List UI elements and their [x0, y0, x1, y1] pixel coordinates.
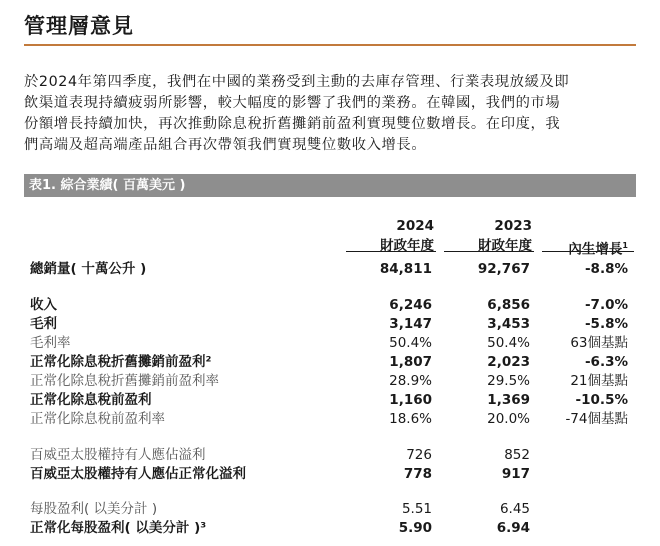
- row-value-2024: 5.51: [401, 501, 432, 517]
- table-row: [30, 391, 632, 410]
- row-label: 正常化除息稅折舊攤銷前盈利²: [30, 354, 212, 370]
- col-growth-label: 內生增長: [568, 241, 623, 258]
- row-value-2024: 50.4%: [389, 335, 432, 351]
- row-value-2024: 5.90: [398, 520, 432, 536]
- col-growth-sup: 1: [622, 241, 628, 250]
- table-row: [30, 372, 632, 391]
- col-2023-header: [460, 216, 532, 256]
- table-row: [30, 296, 632, 315]
- row-value-growth: -7.0%: [584, 297, 628, 313]
- col-2023-label: 財政年度: [478, 238, 532, 254]
- col-2024-header: [360, 216, 434, 256]
- row-value-2023: 6,856: [487, 297, 530, 313]
- row-value-2024: 18.6%: [389, 411, 432, 427]
- row-value-growth: 21個基點: [570, 373, 628, 389]
- row-value-2023: 20.0%: [487, 411, 530, 427]
- row-label: 正常化每股盈利( 以美分計 )³: [30, 520, 207, 536]
- row-label: 毛利: [30, 316, 57, 332]
- row-label: 百威亞太股權持有人應佔正常化溢利: [30, 466, 246, 482]
- row-value-2024: 84,811: [379, 261, 432, 277]
- row-value-2023: 852: [504, 447, 530, 463]
- row-value-growth: 63個基點: [570, 335, 628, 351]
- table-row: [30, 410, 632, 429]
- row-value-2023: 50.4%: [487, 335, 530, 351]
- row-value-2023: 2,023: [487, 354, 530, 370]
- table-row: [30, 519, 632, 538]
- row-value-2024: 726: [406, 447, 432, 463]
- table-caption: 表1. 綜合業績( 百萬美元 ): [24, 174, 636, 197]
- row-value-2023: 1,369: [487, 392, 530, 408]
- row-value-2023: 6.45: [499, 501, 530, 517]
- row-value-2023: 29.5%: [487, 373, 530, 389]
- row-value-growth: -74個基點: [565, 411, 628, 427]
- row-value-growth: -6.3%: [584, 354, 628, 370]
- row-value-2024: 778: [403, 466, 432, 482]
- row-value-2024: 6,246: [389, 297, 432, 313]
- row-value-2023: 3,453: [487, 316, 530, 332]
- row-value-2023: 6.94: [496, 520, 530, 536]
- row-label: 正常化除息稅前盈利: [30, 392, 152, 408]
- table-row: [30, 465, 632, 484]
- row-value-2024: 3,147: [389, 316, 432, 332]
- table-row: [30, 500, 632, 519]
- row-value-2023: 917: [501, 466, 530, 482]
- table-row: [30, 353, 632, 372]
- row-label: 收入: [30, 297, 57, 313]
- row-label: 毛利率: [30, 335, 71, 351]
- col-2023-year: 2023: [494, 218, 532, 234]
- paragraph-line: 飲渠道表現持續疲弱所影響，較大幅度的影響了我們的業務。在韓國，我們的市場: [24, 95, 561, 111]
- row-value-2024: 1,160: [389, 392, 432, 408]
- table-row: [30, 446, 632, 465]
- col-2023-rule: [444, 251, 534, 252]
- col-2024-year: 2024: [396, 218, 434, 234]
- row-value-growth: -8.8%: [584, 261, 628, 277]
- col-2024-rule: [346, 251, 436, 252]
- col-2024-label: 財政年度: [380, 238, 434, 254]
- col-growth-rule: [542, 251, 634, 252]
- paragraph-line: 們高端及超高端產品組合再次帶領我們實現雙位數收入增長。: [24, 137, 427, 153]
- intro-paragraph: [24, 72, 640, 156]
- page-title: 管理層意見: [24, 14, 134, 38]
- row-label: 每股盈利( 以美分計 ): [30, 501, 158, 517]
- row-label: 正常化除息稅折舊攤銷前盈利率: [30, 373, 219, 389]
- row-value-growth: -10.5%: [575, 392, 628, 408]
- title-divider: [24, 44, 636, 46]
- paragraph-line: 於2024年第四季度，我們在中國的業務受到主動的去庫存管理、行業表現放緩及即: [24, 74, 570, 90]
- row-label: 百威亞太股權持有人應佔溢利: [30, 447, 206, 463]
- row-value-2024: 28.9%: [389, 373, 432, 389]
- row-value-growth: -5.8%: [584, 316, 628, 332]
- row-value-2023: 92,767: [477, 261, 530, 277]
- row-label: 正常化除息稅前盈利率: [30, 411, 165, 427]
- table-row: [30, 315, 632, 334]
- table-row: [30, 260, 632, 279]
- table-row: [30, 334, 632, 353]
- paragraph-line: 份額增長持續加快，再次推動除息稅折舊攤銷前盈利實現雙位數增長。在印度，我: [24, 116, 561, 132]
- col-growth-header: [550, 236, 628, 260]
- row-label: 總銷量( 十萬公升 ): [30, 261, 147, 277]
- row-value-2024: 1,807: [389, 354, 432, 370]
